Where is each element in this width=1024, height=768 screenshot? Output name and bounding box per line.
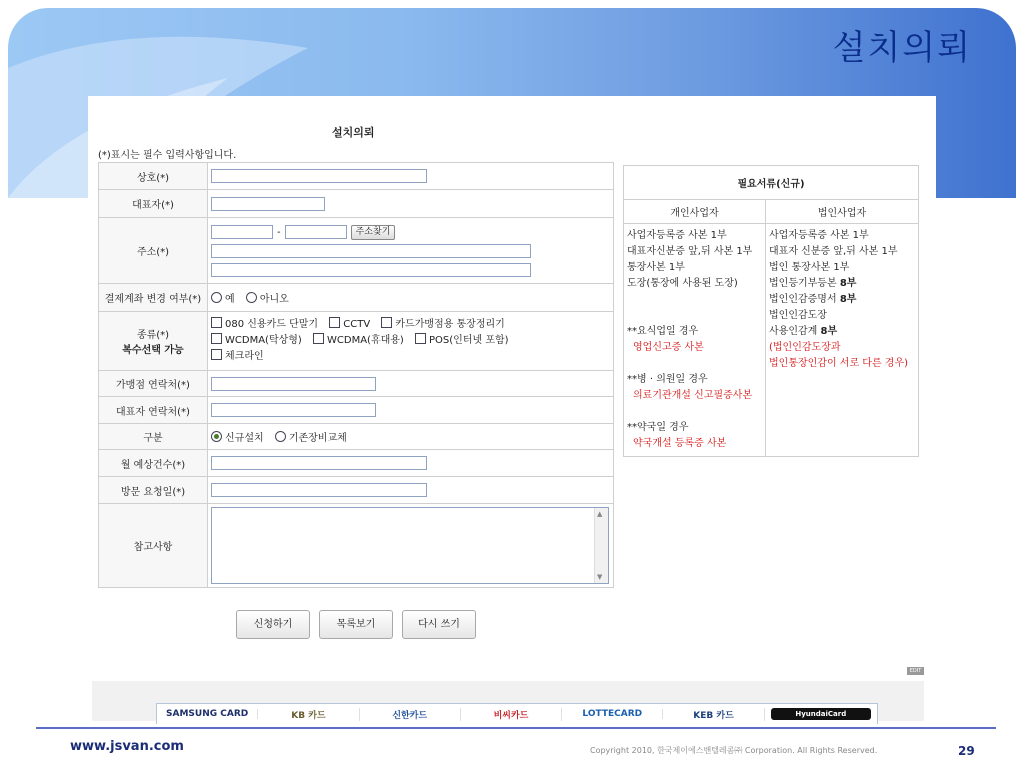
ceo-contact-input[interactable]	[211, 403, 376, 417]
type-wcdma-mobile-checkbox[interactable]	[313, 333, 324, 344]
kb-card-logo[interactable]: KB 카드	[258, 708, 359, 721]
personal-doc-line: 대표자신분증 앞,뒤 사본 1부	[627, 246, 753, 257]
corporate-note: 법인통장인감이 서로 다른 경우)	[769, 358, 909, 369]
label-monthly: 월 예상건수(*)	[99, 450, 208, 477]
label-ceo-contact: 대표자 연락처(*)	[99, 397, 208, 424]
form-title: 설치의뢰	[332, 126, 375, 139]
company-input[interactable]	[211, 169, 427, 183]
zipcode-input-2[interactable]	[285, 225, 347, 239]
label-type: 종류(*)	[136, 330, 170, 341]
food-doc: 영업신고증 사본	[633, 342, 704, 353]
type-080-label: 080 신용카드 단말기	[225, 319, 319, 330]
memo-textarea[interactable]	[211, 507, 609, 584]
category-replace-radio[interactable]	[275, 431, 286, 442]
account-no-radio[interactable]	[246, 292, 257, 303]
row-memo	[99, 504, 614, 588]
required-note: (*)표시는 필수 입력사항입니다.	[98, 150, 237, 161]
type-cctv-checkbox[interactable]	[329, 317, 340, 328]
footer-divider	[36, 727, 996, 729]
label-account-change: 결제계좌 변경 여부(*)	[99, 284, 208, 312]
corporate-doc-line: 법인인감도장	[769, 310, 827, 321]
corporate-doc-line: 법인등기부등본 8부	[769, 278, 857, 289]
personal-doc-line: 사업자등록증 사본 1부	[627, 230, 727, 241]
col-corporate-business: 법인사업자	[766, 200, 919, 224]
account-yes-radio[interactable]	[211, 292, 222, 303]
label-type-note: 복수선택 가능	[122, 345, 184, 356]
type-cctv-label: CCTV	[343, 319, 371, 330]
row-visit	[99, 477, 614, 504]
row-category	[99, 424, 614, 450]
hospital-label: **병 · 의원일 경우	[627, 374, 708, 385]
lotte-card-logo[interactable]: LOTTECARD	[562, 709, 663, 719]
label-category: 구분	[99, 424, 208, 450]
type-wcdma-mobile-label: WCDMA(휴대용)	[327, 335, 404, 346]
keb-card-logo[interactable]: KEB 카드	[663, 708, 764, 721]
category-new-radio[interactable]	[211, 431, 222, 442]
category-replace-label: 기존장비교체	[288, 433, 347, 444]
footer-copyright: Copyright 2010, 한국제이에스밴텔레콤㈜ Corporation. All Rights Reserved.	[590, 746, 878, 755]
slide-title: 설치의뢰	[832, 28, 972, 68]
row-ceo	[99, 190, 614, 218]
label-company: 상호(*)	[99, 163, 208, 190]
page-number: 29	[958, 744, 975, 758]
memo-scrollbar[interactable]	[594, 508, 608, 583]
corporate-doc-line: 법인 통장사본 1부	[769, 262, 850, 273]
pharmacy-doc: 약국개설 등록증 사본	[633, 438, 727, 449]
label-store-contact: 가맹점 연락처(*)	[99, 371, 208, 397]
row-store-contact	[99, 371, 614, 397]
footer-url: www.jsvan.com	[70, 739, 184, 754]
personal-docs-cell	[624, 224, 766, 457]
row-type	[99, 312, 614, 371]
row-address	[99, 218, 614, 284]
type-passbook-checkbox[interactable]	[381, 317, 392, 328]
address-input-2[interactable]	[211, 263, 531, 277]
ceo-input[interactable]	[211, 197, 325, 211]
hyundai-card-logo[interactable]: HyundaiCard	[771, 708, 871, 720]
rewrite-button[interactable]: 다시 쓰기	[402, 610, 476, 639]
corporate-doc-line: 법인인감증명서 8부	[769, 294, 857, 305]
monthly-input[interactable]	[211, 456, 427, 470]
bc-card-logo[interactable]: 비씨카드	[461, 708, 562, 721]
type-wcdma-desk-label: WCDMA(탁상형)	[225, 335, 302, 346]
row-ceo-contact	[99, 397, 614, 424]
label-visit: 방문 요청일(*)	[99, 477, 208, 504]
col-personal-business: 개인사업자	[624, 200, 766, 224]
hospital-doc: 의료기관개설 신고필증사본	[633, 390, 753, 401]
zip-search-button[interactable]: 주소찾기	[351, 225, 396, 240]
row-monthly	[99, 450, 614, 477]
personal-doc-line: 도장(통장에 사용된 도장)	[627, 278, 738, 289]
samsung-card-logo[interactable]: SAMSUNG CARD	[157, 709, 258, 719]
apply-button[interactable]: 신청하기	[236, 610, 310, 639]
pharmacy-label: **약국일 경우	[627, 422, 689, 433]
zipcode-input-1[interactable]	[211, 225, 273, 239]
type-passbook-label: 카드가맹점용 통장정리기	[395, 319, 505, 330]
corporate-doc-line: 사용인감계 8부	[769, 326, 838, 337]
card-company-banner	[156, 703, 878, 724]
type-pos-label: POS(인터넷 포함)	[429, 335, 509, 346]
label-ceo: 대표자(*)	[99, 190, 208, 218]
row-account-change	[99, 284, 614, 312]
scroll-up-icon[interactable]: ▲	[597, 510, 603, 518]
corporate-docs-cell	[766, 224, 919, 457]
type-wcdma-desk-checkbox[interactable]	[211, 333, 222, 344]
corporate-note: (법인인감도장과	[769, 342, 841, 353]
label-memo: 참고사항	[99, 504, 208, 588]
install-request-form	[98, 162, 614, 588]
list-button[interactable]: 목록보기	[319, 610, 393, 639]
food-label: **요식업일 경우	[627, 326, 699, 337]
account-yes-label: 예	[225, 294, 235, 305]
shinhan-card-logo[interactable]: 신한카드	[360, 708, 461, 721]
corporate-doc-line: 대표자 신분증 앞,뒤 사본 1부	[769, 246, 898, 257]
corporate-doc-line: 사업자등록증 사본 1부	[769, 230, 869, 241]
type-checkline-label: 체크라인	[225, 351, 264, 362]
type-080-checkbox[interactable]	[211, 317, 222, 328]
docs-title: 필요서류(신규)	[624, 166, 919, 200]
store-contact-input[interactable]	[211, 377, 376, 391]
type-pos-checkbox[interactable]	[415, 333, 426, 344]
visit-date-input[interactable]	[211, 483, 427, 497]
required-documents-table	[623, 165, 919, 457]
label-address: 주소(*)	[99, 218, 208, 284]
scroll-down-icon[interactable]: ▼	[597, 573, 603, 581]
row-company	[99, 163, 614, 190]
edit-tag[interactable]: EDIT	[907, 667, 924, 675]
personal-doc-line: 통장사본 1부	[627, 262, 685, 273]
account-no-label: 아니오	[259, 294, 289, 305]
zipcode-dash: -	[277, 226, 281, 238]
address-input-1[interactable]	[211, 244, 531, 258]
type-checkline-checkbox[interactable]	[211, 349, 222, 360]
category-new-label: 신규설치	[225, 433, 264, 444]
